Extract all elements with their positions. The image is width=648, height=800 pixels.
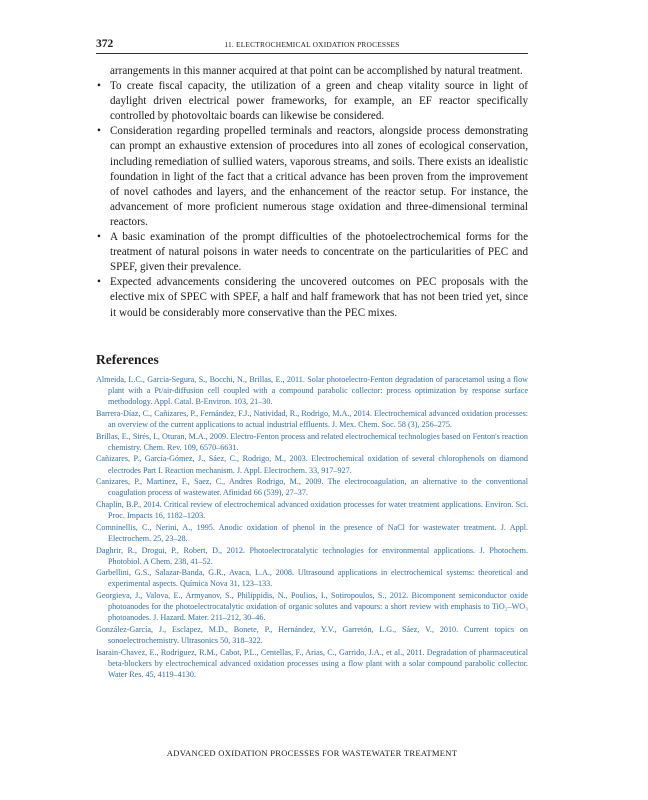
reference-item[interactable]: Georgieva, J., Valova, E., Armyanov, S., Philippidis, N., Poulios, I., Sotiropoulos, S., 2012. Bicomponent semiconductor oxide photoanodes for the photoelectrocatalytic oxidation of organic solutes and vapours: a short review with emphasis to TiO₂–WO₃ photoanodes. J. Hazard. Mater. 211–212, 30–46. (96, 591, 528, 623)
reference-item[interactable]: Chaplin, B.P., 2014. Critical review of electrochemical advanced oxidation processes for water treatment applications. Environ. Sci. Proc. Impacts 16, 1182–1203. (96, 500, 528, 521)
continued-paragraph: arrangements in this manner acquired at that point can be accomplished by natural treatment. (110, 65, 523, 77)
reference-list (96, 374, 528, 681)
page-number: 372 (96, 38, 114, 50)
bullet-list (96, 79, 528, 321)
bullet-icon: • (97, 80, 101, 93)
running-head: 11. ELECTROCHEMICAL OXIDATION PROCESSES (224, 40, 400, 49)
reference-item[interactable]: Garbellini, G.S., Salazar-Banda, G.R., Avaca, L.A., 2008. Ultrasound applications in electrochemical systems: theoretical and experimental aspects. Química Nova 31, 123–133. (96, 568, 528, 589)
reference-item[interactable]: Isarain-Chavez, E., Rodriguez, R.M., Cabot, P.L., Centellas, F., Arias, C., Garrido, J.A., et al., 2011. Degradation of pharmaceutical beta-blockers by electrochemical advanced oxidation processes using a flow plant with a solar compound parabolic collector. Water Res. 45, 4119–4130. (96, 647, 528, 679)
bullet-item (96, 124, 528, 230)
reference-item[interactable]: Barrera-Díaz, C., Cañizares, P., Fernández, F.J., Natividad, R., Rodrigo, M.A., 2014. Electrochemical advanced oxidation processes: an overview of the current applications to actual industrial effluents. J. Mex. Chem. Soc. 58 (3), 256–275. (96, 408, 528, 429)
header-rule (96, 53, 528, 54)
bullet-icon: • (97, 231, 101, 244)
bullet-item (96, 230, 528, 275)
body-text (96, 64, 528, 321)
bullet-icon: • (97, 125, 101, 138)
page-header (96, 38, 528, 54)
bullet-text: Expected advancements considering the uncovered outcomes on PEC proposals with the elective mix of SPEC with SPEF, a half and half framework that has not been tried yet, since it would be considerably more conservative than the PEC mixes. (110, 276, 528, 319)
reference-item[interactable]: Daghrir, R., Drogui, P., Robert, D., 2012. Photoelectrocatalytic technologies for environmental applications. J. Photochem. Photobiol. A Chem. 238, 41–52. (96, 545, 528, 566)
reference-item[interactable]: Comninellis, C., Nerini, A., 1995. Anodic oxidation of phenol in the presence of NaCl for wastewater treatment. J. Appl. Electrochem. 25, 23–28. (96, 522, 528, 543)
reference-item[interactable]: González-García, J., Esclapez, M.D., Bonete, P., Hernández, Y.V., Garretón, L.G., Sáez, V., 2010. Current topics on sonoelectrochemistry. Ultrasonics 50, 318–322. (96, 625, 528, 646)
references-heading: References (96, 352, 159, 367)
bullet-text: Consideration regarding propelled terminals and reactors, alongside process demonstrating can prompt an exhaustive extension of procedures into all zones of ecological conservation, including remediation of sullied waters, vaporous streams, and soils. There exists an idealistic foundation in light of the fact that a critical advance has been proven from the improvement of novel cathodes and layers, and the enhancement of the reactor setup. For instance, the advancement of more proficient numerous stage oxidation and three-dimensional terminal reactors. (110, 125, 528, 228)
bullet-item (96, 79, 528, 124)
bullet-text: A basic examination of the prompt difficulties of the photoelectrochemical forms for the treatment of natural poisons in water needs to concentrate on the particularities of PEC and SPEF, given their prevalence. (110, 231, 528, 274)
reference-item[interactable]: Canizares, P., Martinez, F., Saez, C., Andres Rodrigo, M., 2009. The electrocoagulation, an alternative to the conventional coagulation process of wastewater. Afinidad 66 (539), 27–37. (96, 477, 528, 498)
bullet-item (96, 275, 528, 320)
reference-item[interactable]: Almeida, L.C., Garcia-Segura, S., Bocchi, N., Brillas, E., 2011. Solar photoelectro-Fenton degradation of paracetamol using a flow plant with a Pt/air-diffusion cell coupled with a compound parabolic collector: process optimization by response surface methodology. Appl. Catal. B-Environ. 103, 21–30. (96, 375, 528, 407)
reference-item[interactable]: Cañizares, P., García-Gómez, J., Sáez, C., Rodrigo, M., 2003. Electrochemical oxidation of several chlorophenols on diamond electrodes Part I. Reaction mechanism. J. Appl. Electrochem. 33, 917–927. (96, 454, 528, 475)
bullet-icon: • (97, 276, 101, 289)
reference-item[interactable]: Brillas, E., Sirés, I., Oturan, M.A., 2009. Electro-Fenton process and related electrochemical technologies based on Fenton's reaction chemistry. Chem. Rev. 109, 6570–6631. (96, 431, 528, 452)
bullet-text: To create fiscal capacity, the utilization of a green and cheap vitality source in light of daylight driven electrical power frameworks, for example, an EF reactor specifically controlled by photovoltaic boards can likewise be considered. (110, 80, 528, 123)
page-footer: ADVANCED OXIDATION PROCESSES FOR WASTEWATER TREATMENT (166, 748, 458, 758)
